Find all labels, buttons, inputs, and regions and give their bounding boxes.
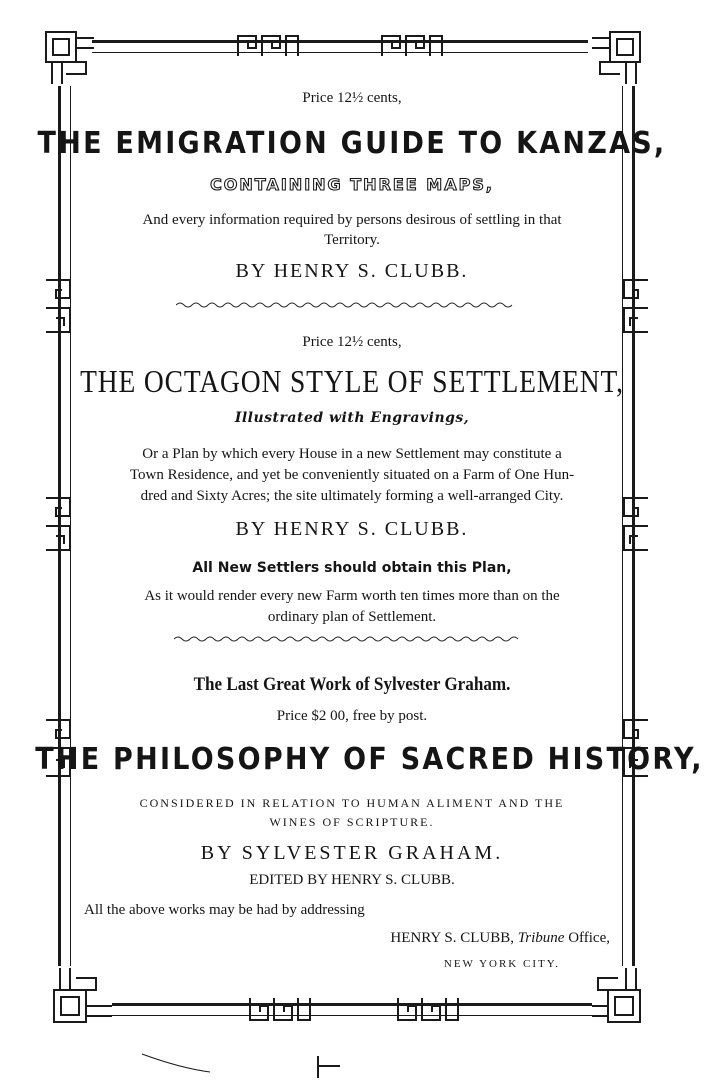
- emigration-guide-subtitle: CONTAINING THREE MAPS,: [210, 175, 494, 194]
- bottom-meander-ornament-left: [248, 994, 312, 1024]
- corner-ornament-top-left: [44, 30, 96, 86]
- wavy-divider-2: [174, 634, 520, 644]
- octagon-notice: All New Settlers should obtain this Plan,: [192, 560, 512, 576]
- frame-top-inner-line: [92, 52, 588, 53]
- graham-heading: The Last Great Work of Sylvester Graham.: [193, 674, 511, 695]
- footer-office-rest: Office,: [564, 930, 610, 946]
- top-meander-ornament-right: [380, 32, 444, 58]
- sacred-history-description-line-1: CONSIDERED IN RELATION TO HUMAN ALIMENT AND THE: [139, 796, 565, 810]
- frame-top-line: [92, 40, 588, 43]
- octagon-description-line-3: dred and Sixty Acres; the site ultimately forming a well-arranged City.: [140, 488, 564, 504]
- footer-address-line: All the above works may be had by addressing: [84, 902, 365, 918]
- emigration-guide-description-line-1: And every information required by persons desirous of settling in that: [142, 212, 562, 228]
- sacred-history-description-line-2: WINES OF SCRIPTURE.: [269, 815, 435, 829]
- octagon-notice-detail-line-1: As it would render every new Farm worth ten times more than on the: [144, 588, 560, 604]
- octagon-description-line-1: Or a Plan by which every House in a new Settlement may constitute a: [142, 446, 562, 462]
- right-meander-ornament-1: [620, 278, 650, 334]
- corner-ornament-bottom-right: [590, 966, 646, 1026]
- octagon-price: Price 12½ cents,: [302, 334, 402, 350]
- frame-bottom-line: [112, 1003, 592, 1006]
- emigration-guide-description-line-2: Territory.: [324, 232, 380, 248]
- left-meander-ornament-1: [44, 278, 74, 334]
- graham-price: Price $2 00, free by post.: [276, 708, 428, 724]
- sacred-history-editor: EDITED BY HENRY S. CLUBB.: [249, 872, 455, 888]
- footer-city: NEW YORK CITY.: [443, 958, 560, 970]
- octagon-subtitle: Illustrated with Engravings,: [234, 410, 470, 426]
- top-meander-ornament-left: [236, 32, 300, 58]
- sacred-history-title: THE PHILOSOPHY OF SACRED HISTORY,: [35, 742, 704, 777]
- footer-name: HENRY S. CLUBB,: [390, 930, 515, 946]
- bottom-meander-ornament-right: [396, 994, 460, 1024]
- footer-address-name: [0, 930, 610, 947]
- footer-office-italic: Tribune: [517, 930, 565, 946]
- sacred-history-author: BY SYLVESTER GRAHAM.: [200, 842, 504, 864]
- emigration-guide-title: THE EMIGRATION GUIDE TO KANZAS,: [37, 126, 667, 161]
- bottom-edge-mark: [140, 1050, 370, 1080]
- octagon-author: BY HENRY S. CLUBB.: [235, 518, 469, 540]
- corner-ornament-bottom-left: [50, 966, 114, 1026]
- octagon-description-line-2: Town Residence, and yet be conveniently situated on a Farm of One Hun-: [129, 467, 575, 483]
- corner-ornament-top-right: [590, 30, 644, 86]
- octagon-notice-detail-line-2: ordinary plan of Settlement.: [267, 609, 437, 625]
- emigration-guide-price: Price 12½ cents,: [302, 90, 402, 106]
- emigration-guide-author: BY HENRY S. CLUBB.: [235, 260, 469, 282]
- frame-bottom-inner-line: [112, 1015, 592, 1016]
- octagon-title: THE OCTAGON STYLE OF SETTLEMENT,: [80, 363, 624, 399]
- wavy-divider-1: [176, 300, 516, 310]
